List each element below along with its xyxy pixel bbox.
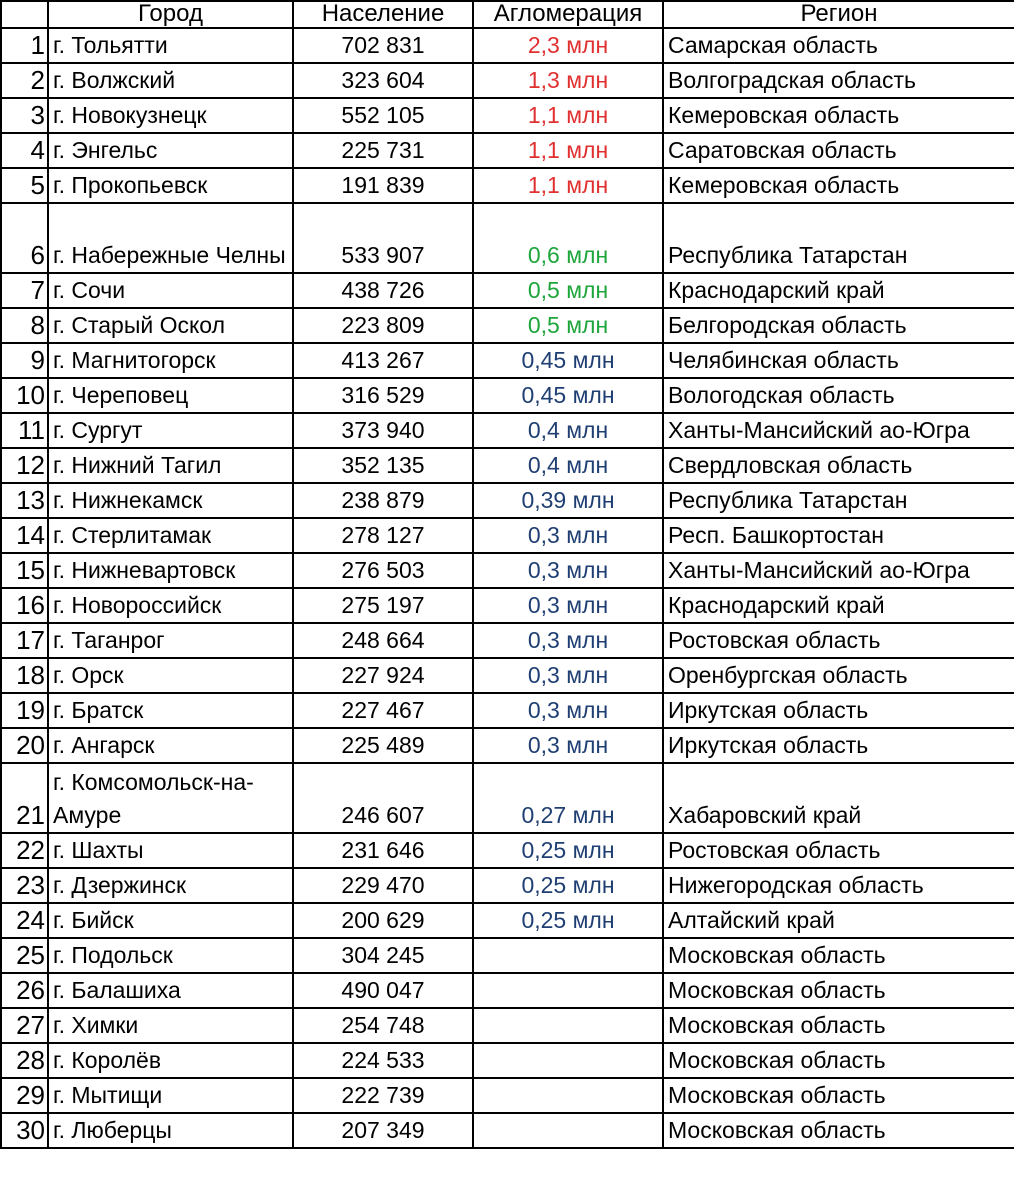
agglomeration-cell [473,973,663,1008]
row-number: 9 [1,343,48,378]
population-cell: 207 349 [293,1113,473,1148]
city-cell: г. Череповец [48,378,293,413]
population-cell: 191 839 [293,168,473,203]
city-cell: г. Шахты [48,833,293,868]
table-row [1,203,1014,273]
city-cell: г. Старый Оскол [48,308,293,343]
table-row [1,343,1014,378]
header-population: Население [293,1,473,28]
agglomeration-cell: 2,3 млн [473,28,663,63]
region-cell: Ростовская область [663,833,1014,868]
region-cell: Московская область [663,938,1014,973]
table-row [1,168,1014,203]
agglomeration-cell [473,1008,663,1043]
row-number: 22 [1,833,48,868]
city-cell: г. Сургут [48,413,293,448]
population-cell: 223 809 [293,308,473,343]
table-row [1,553,1014,588]
population-cell: 533 907 [293,203,473,273]
region-cell: Оренбургская область [663,658,1014,693]
population-cell: 438 726 [293,273,473,308]
table-row [1,378,1014,413]
city-cell: г. Подольск [48,938,293,973]
table-row [1,1008,1014,1043]
region-cell: Хабаровский край [663,763,1014,833]
row-number: 6 [1,203,48,273]
table-row [1,693,1014,728]
population-cell: 323 604 [293,63,473,98]
city-cell: г. Магнитогорск [48,343,293,378]
table-body [1,28,1014,1148]
agglomeration-cell: 0,3 млн [473,693,663,728]
table-row [1,1043,1014,1078]
region-cell: Иркутская область [663,693,1014,728]
region-cell: Респ. Башкортостан [663,518,1014,553]
city-cell: г. Комсомольск-на-Амуре [48,763,293,833]
header-num [1,1,48,28]
table-row [1,1113,1014,1148]
agglomeration-cell [473,1043,663,1078]
city-cell: г. Нижневартовск [48,553,293,588]
agglomeration-cell: 0,6 млн [473,203,663,273]
population-cell: 225 489 [293,728,473,763]
table-row [1,833,1014,868]
population-cell: 373 940 [293,413,473,448]
city-cell: г. Королёв [48,1043,293,1078]
row-number: 30 [1,1113,48,1148]
population-cell: 276 503 [293,553,473,588]
population-cell: 222 739 [293,1078,473,1113]
population-cell: 304 245 [293,938,473,973]
population-cell: 702 831 [293,28,473,63]
city-cell: г. Прокопьевск [48,168,293,203]
table-row [1,763,1014,833]
table-row [1,623,1014,658]
region-cell: Челябинская область [663,343,1014,378]
agglomeration-cell: 0,25 млн [473,903,663,938]
region-cell: Волгоградская область [663,63,1014,98]
population-cell: 316 529 [293,378,473,413]
row-number: 13 [1,483,48,518]
agglomeration-cell: 0,3 млн [473,518,663,553]
population-cell: 352 135 [293,448,473,483]
city-cell: г. Балашиха [48,973,293,1008]
city-cell: г. Люберцы [48,1113,293,1148]
population-cell: 254 748 [293,1008,473,1043]
table-row [1,308,1014,343]
city-cell: г. Дзержинск [48,868,293,903]
city-cell: г. Набережные Челны [48,203,293,273]
population-cell: 278 127 [293,518,473,553]
region-cell: Свердловская область [663,448,1014,483]
region-cell: Ханты-Мансийский ао-Югра [663,413,1014,448]
header-agglomeration: Агломерация [473,1,663,28]
row-number: 1 [1,28,48,63]
city-cell: г. Ангарск [48,728,293,763]
region-cell: Краснодарский край [663,273,1014,308]
table-row [1,28,1014,63]
agglomeration-cell: 0,3 млн [473,553,663,588]
row-number: 4 [1,133,48,168]
region-cell: Ростовская область [663,623,1014,658]
row-number: 29 [1,1078,48,1113]
region-cell: Алтайский край [663,903,1014,938]
agglomeration-cell: 0,45 млн [473,343,663,378]
table-row [1,1078,1014,1113]
region-cell: Московская область [663,1008,1014,1043]
table-row [1,973,1014,1008]
row-number: 17 [1,623,48,658]
header-region: Регион [663,1,1014,28]
table-row [1,133,1014,168]
population-cell: 248 664 [293,623,473,658]
city-cell: г. Мытищи [48,1078,293,1113]
agglomeration-cell: 1,3 млн [473,63,663,98]
row-number: 25 [1,938,48,973]
row-number: 10 [1,378,48,413]
region-cell: Кемеровская область [663,168,1014,203]
agglomeration-cell: 1,1 млн [473,133,663,168]
table-row [1,483,1014,518]
row-number: 18 [1,658,48,693]
row-number: 11 [1,413,48,448]
city-cell: г. Братск [48,693,293,728]
agglomeration-cell: 0,25 млн [473,833,663,868]
region-cell: Московская область [663,973,1014,1008]
region-cell: Самарская область [663,28,1014,63]
population-cell: 225 731 [293,133,473,168]
population-cell: 229 470 [293,868,473,903]
region-cell: Республика Татарстан [663,483,1014,518]
agglomeration-cell: 1,1 млн [473,98,663,133]
agglomeration-cell: 0,4 млн [473,448,663,483]
agglomeration-cell [473,938,663,973]
table-row [1,938,1014,973]
agglomeration-cell: 0,5 млн [473,308,663,343]
table-row [1,413,1014,448]
row-number: 3 [1,98,48,133]
population-cell: 246 607 [293,763,473,833]
agglomeration-cell: 0,3 млн [473,728,663,763]
population-cell: 231 646 [293,833,473,868]
population-cell: 490 047 [293,973,473,1008]
region-cell: Краснодарский край [663,588,1014,623]
city-cell: г. Волжский [48,63,293,98]
header-city: Город [48,1,293,28]
row-number: 12 [1,448,48,483]
table-row [1,63,1014,98]
agglomeration-cell: 0,39 млн [473,483,663,518]
city-cell: г. Сочи [48,273,293,308]
city-cell: г. Нижний Тагил [48,448,293,483]
region-cell: Кемеровская область [663,98,1014,133]
table-row [1,658,1014,693]
agglomeration-cell: 0,25 млн [473,868,663,903]
city-cell: г. Таганрог [48,623,293,658]
table-row [1,98,1014,133]
agglomeration-cell: 0,3 млн [473,658,663,693]
row-number: 23 [1,868,48,903]
row-number: 28 [1,1043,48,1078]
row-number: 5 [1,168,48,203]
agglomeration-cell: 0,3 млн [473,623,663,658]
population-cell: 227 924 [293,658,473,693]
population-cell: 552 105 [293,98,473,133]
row-number: 27 [1,1008,48,1043]
header-row [1,1,1014,28]
city-cell: г. Тольятти [48,28,293,63]
city-cell: г. Стерлитамак [48,518,293,553]
table-row [1,588,1014,623]
population-cell: 413 267 [293,343,473,378]
table-row [1,903,1014,938]
row-number: 2 [1,63,48,98]
agglomeration-cell [473,1078,663,1113]
region-cell: Московская область [663,1113,1014,1148]
agglomeration-cell: 0,45 млн [473,378,663,413]
city-cell: г. Нижнекамск [48,483,293,518]
region-cell: Московская область [663,1078,1014,1113]
table-row [1,518,1014,553]
row-number: 19 [1,693,48,728]
row-number: 15 [1,553,48,588]
row-number: 24 [1,903,48,938]
row-number: 21 [1,763,48,833]
region-cell: Нижегородская область [663,868,1014,903]
table-row [1,868,1014,903]
table-row [1,448,1014,483]
city-cell: г. Новокузнецк [48,98,293,133]
region-cell: Ханты-Мансийский ао-Югра [663,553,1014,588]
city-cell: г. Новороссийск [48,588,293,623]
agglomeration-cell: 0,3 млн [473,588,663,623]
row-number: 14 [1,518,48,553]
city-cell: г. Бийск [48,903,293,938]
agglomeration-cell: 0,4 млн [473,413,663,448]
agglomeration-cell [473,1113,663,1148]
agglomeration-cell: 0,5 млн [473,273,663,308]
population-cell: 227 467 [293,693,473,728]
table-row [1,728,1014,763]
region-cell: Иркутская область [663,728,1014,763]
city-cell: г. Энгельс [48,133,293,168]
region-cell: Республика Татарстан [663,203,1014,273]
region-cell: Саратовская область [663,133,1014,168]
population-cell: 200 629 [293,903,473,938]
row-number: 20 [1,728,48,763]
row-number: 26 [1,973,48,1008]
region-cell: Вологодская область [663,378,1014,413]
population-cell: 224 533 [293,1043,473,1078]
row-number: 16 [1,588,48,623]
row-number: 8 [1,308,48,343]
agglomeration-cell: 0,27 млн [473,763,663,833]
table-row [1,273,1014,308]
population-cell: 238 879 [293,483,473,518]
population-cell: 275 197 [293,588,473,623]
agglomeration-cell: 1,1 млн [473,168,663,203]
row-number: 7 [1,273,48,308]
region-cell: Московская область [663,1043,1014,1078]
region-cell: Белгородская область [663,308,1014,343]
city-cell: г. Орск [48,658,293,693]
city-cell: г. Химки [48,1008,293,1043]
